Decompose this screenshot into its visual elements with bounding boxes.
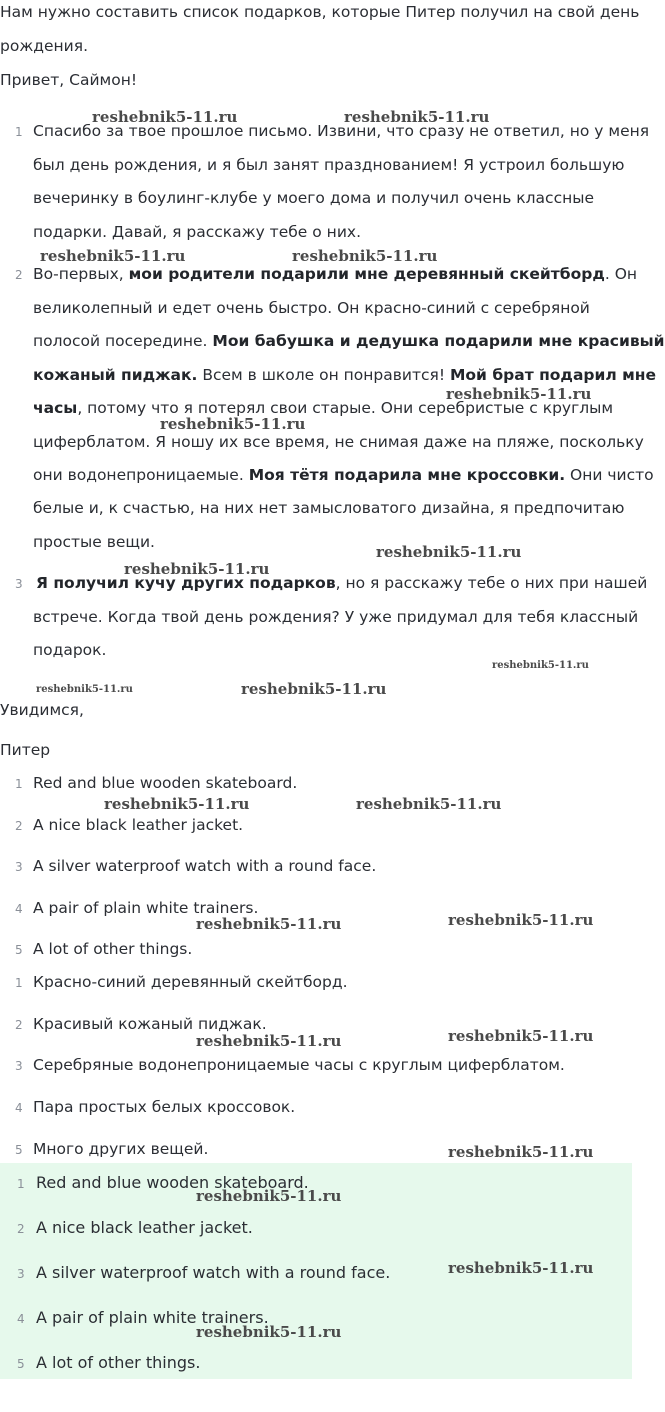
watermark: reshebnik5-11.ru: [196, 915, 342, 933]
letter-closing: Увидимся,: [0, 701, 84, 719]
answer-number: 3: [17, 1267, 25, 1281]
paragraph-2-line: циферблатом. Я ношу их все время, не снимая даже на пляже, поскольку: [33, 433, 644, 451]
highlight-text: часы: [33, 399, 78, 417]
watermark: reshebnik5-11.ru: [448, 1259, 594, 1277]
paragraph-2-line: [33, 366, 656, 384]
answer-item: A lot of other things.: [36, 1353, 201, 1372]
plain-text: полосой посередине.: [33, 332, 213, 350]
watermark: reshebnik5-11.ru: [292, 247, 438, 265]
list-number: 2: [15, 819, 23, 833]
watermark: reshebnik5-11.ru: [446, 385, 592, 403]
watermark: reshebnik5-11.ru: [196, 1187, 342, 1205]
list-number: 1: [15, 777, 23, 791]
task-intro-line-2: рождения.: [0, 37, 88, 55]
paragraph-1-line: подарки. Давай, я расскажу тебе о них.: [33, 223, 361, 241]
watermark: reshebnik5-11.ru: [492, 660, 589, 671]
highlight-text: кожаный пиджак.: [33, 366, 198, 384]
list-number: 3: [15, 860, 23, 874]
watermark: reshebnik5-11.ru: [124, 560, 270, 578]
list-number: 4: [15, 902, 23, 916]
watermark: reshebnik5-11.ru: [92, 108, 238, 126]
plain-text: , потому что я потерял свои старые. Они серебристые с круглым: [77, 399, 614, 417]
watermark: reshebnik5-11.ru: [36, 684, 133, 695]
list-number: 2: [15, 1018, 23, 1032]
plain-text: . Он: [604, 265, 638, 283]
list-number: 5: [15, 943, 23, 957]
watermark: reshebnik5-11.ru: [160, 415, 306, 433]
highlight-text: Моя тётя подарила мне кроссовки.: [248, 466, 566, 484]
watermark: reshebnik5-11.ru: [448, 1027, 594, 1045]
paragraph-2-line: [33, 332, 665, 350]
greeting: Привет, Саймон!: [0, 71, 138, 89]
answer-number: 4: [17, 1312, 25, 1326]
answer-number: 2: [17, 1222, 25, 1236]
list-number: 4: [15, 1101, 23, 1115]
plain-text: они водонепроницаемые.: [33, 466, 249, 484]
watermark: reshebnik5-11.ru: [356, 795, 502, 813]
list-item: Пара простых белых кроссовок.: [33, 1098, 296, 1116]
paragraph-1-line: вечеринку в боулинг-клубе у моего дома и получил очень классные: [33, 189, 595, 207]
list-item: A silver waterproof watch with a round face.: [33, 857, 377, 875]
answer-number: 5: [17, 1357, 25, 1371]
list-number: 3: [15, 1059, 23, 1073]
plain-text: , но я расскажу тебе о них при нашей: [335, 574, 648, 592]
paragraph-3-line: подарок.: [33, 641, 107, 659]
watermark: reshebnik5-11.ru: [448, 1143, 594, 1161]
list-number: 5: [15, 1143, 23, 1157]
letter-signature: Питер: [0, 741, 51, 759]
watermark: reshebnik5-11.ru: [448, 911, 594, 929]
list-item: Красивый кожаный пиджак.: [33, 1015, 267, 1033]
answer-item: A silver waterproof watch with a round face.: [36, 1263, 391, 1282]
paragraph-1-line: был день рождения, и я был занят празднованием! Я устроил большую: [33, 156, 625, 174]
paragraph-number: 2: [15, 268, 23, 282]
highlight-text: Я получил кучу других подарков: [36, 574, 336, 592]
highlight-text: Мои бабушка и дедушка подарили мне красивый: [212, 332, 665, 350]
watermark: reshebnik5-11.ru: [104, 795, 250, 813]
list-number: 1: [15, 976, 23, 990]
answer-item: A pair of plain white trainers.: [36, 1308, 269, 1327]
paragraph-2-line: [33, 466, 654, 484]
paragraph-1-line: Спасибо за твое прошлое письмо. Извини, что сразу не ответил, но у меня: [33, 122, 650, 140]
paragraph-number: 1: [15, 125, 23, 139]
list-item: A pair of plain white trainers.: [33, 899, 259, 917]
paragraph-2-line: белые и, к счастью, на них нет замысловатого дизайна, я предпочитаю: [33, 499, 625, 517]
answer-item: Red and blue wooden skateboard.: [36, 1173, 309, 1192]
watermark: reshebnik5-11.ru: [196, 1032, 342, 1050]
paragraph-2-line: [33, 265, 637, 283]
highlight-text: мои родители подарили мне деревянный скейтборд: [128, 265, 605, 283]
watermark: reshebnik5-11.ru: [40, 247, 186, 265]
list-item: A nice black leather jacket.: [33, 816, 244, 834]
watermark: reshebnik5-11.ru: [376, 543, 522, 561]
paragraph-2-line: великолепный и едет очень быстро. Он красно-синий с серебряной: [33, 299, 590, 317]
list-item: Серебряные водонепроницаемые часы с круглым циферблатом.: [33, 1056, 565, 1074]
highlight-text: Мой брат подарил мне: [449, 366, 657, 384]
watermark: reshebnik5-11.ru: [196, 1323, 342, 1341]
paragraph-3-line: встрече. Когда твой день рождения? У уже придумал для тебя классный: [33, 608, 639, 626]
list-item: Красно-синий деревянный скейтборд.: [33, 973, 348, 991]
paragraph-number: 3: [15, 577, 23, 591]
plain-text: Всем в школе он понравится!: [197, 366, 450, 384]
watermark: reshebnik5-11.ru: [241, 680, 387, 698]
answer-item: A nice black leather jacket.: [36, 1218, 253, 1237]
list-item: Много других вещей.: [33, 1140, 209, 1158]
list-item: Red and blue wooden skateboard.: [33, 774, 298, 792]
task-intro-line-1: Нам нужно составить список подарков, которые Питер получил на свой день: [0, 3, 640, 21]
paragraph-2-line: простые вещи.: [33, 533, 155, 551]
plain-text: Во-первых,: [33, 265, 129, 283]
watermark: reshebnik5-11.ru: [344, 108, 490, 126]
plain-text: Они чисто: [565, 466, 654, 484]
answer-number: 1: [17, 1177, 25, 1191]
list-item: A lot of other things.: [33, 940, 193, 958]
